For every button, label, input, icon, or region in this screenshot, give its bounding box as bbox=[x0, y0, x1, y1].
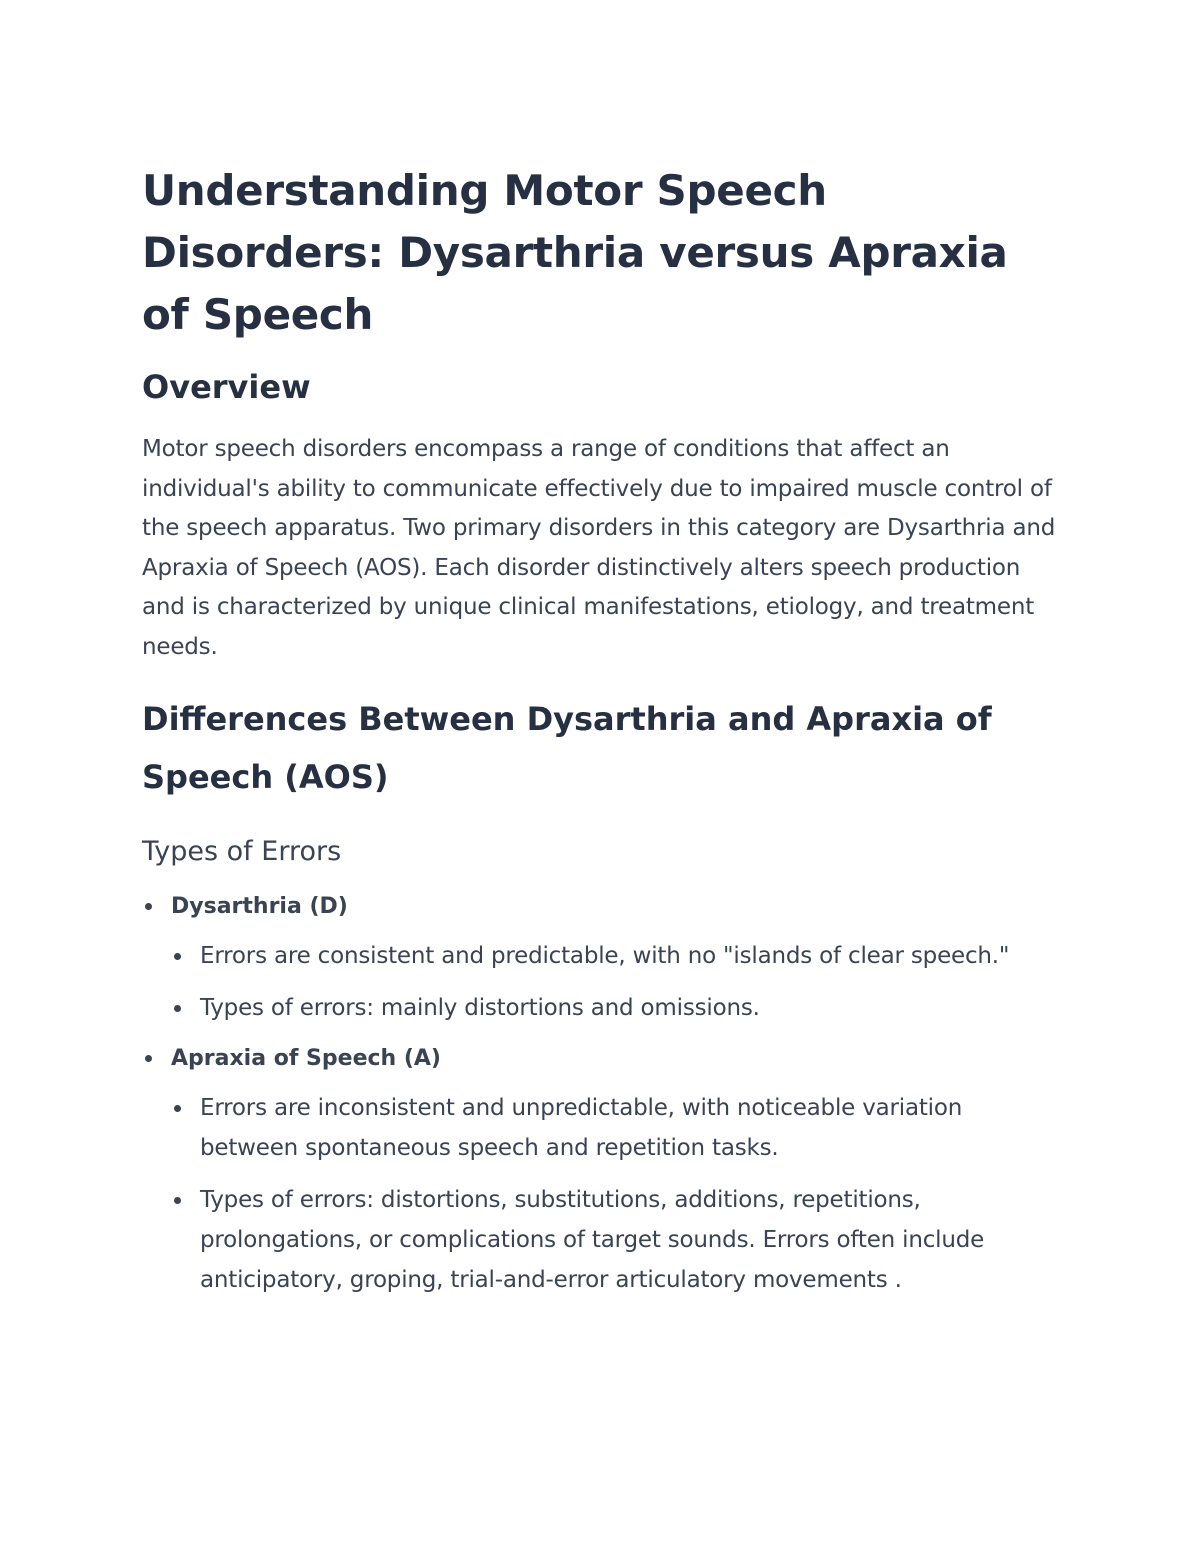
list-item-dysarthria bbox=[142, 888, 1062, 1028]
types-of-errors-heading: Types of Errors bbox=[142, 835, 342, 867]
list-item-apraxia bbox=[142, 1040, 1062, 1300]
sub-list-item-text: Types of errors: mainly distortions and omissions. bbox=[200, 994, 760, 1021]
sub-list-item bbox=[171, 988, 1062, 1028]
bullet-icon bbox=[174, 1197, 181, 1204]
bullet-icon bbox=[174, 1105, 181, 1112]
document-page bbox=[142, 160, 1062, 1312]
list-item-label: Apraxia of Speech (A) bbox=[171, 1045, 441, 1071]
bullet-icon bbox=[174, 1005, 181, 1012]
bullet-icon bbox=[145, 903, 152, 910]
bullet-icon bbox=[174, 953, 181, 960]
bullet-icon bbox=[145, 1055, 152, 1062]
sub-list-item-text: Types of errors: distortions, substitutions, additions, repetitions, prolongations, or complications of target sounds. Errors often include anticipatory, groping, trial-and-error articulatory movements . bbox=[200, 1186, 985, 1293]
overview-paragraph: Motor speech disorders encompass a range of conditions that affect an individual's ability to communicate effectively due to impaired muscle control of the speech apparatus. Two primary disorders in this category are Dysarthria and Apraxia of Speech (AOS). Each disorder distinctively alters speech production and is characterized by unique clinical manifestations, etiology, and treatment needs. bbox=[142, 436, 1056, 660]
overview-heading: Overview bbox=[142, 368, 311, 406]
list-item-label: Dysarthria (D) bbox=[171, 893, 348, 919]
sub-list-item bbox=[171, 936, 1062, 976]
differences-heading: Differences Between Dysarthria and Apraxia of Speech (AOS) bbox=[142, 699, 992, 796]
error-types-list bbox=[142, 888, 1062, 1300]
sub-list-item bbox=[171, 1180, 1062, 1300]
document-title: Understanding Motor Speech Disorders: Dysarthria versus Apraxia of Speech bbox=[142, 166, 1008, 339]
sub-list bbox=[171, 1088, 1062, 1300]
sub-list-item bbox=[171, 1088, 1062, 1168]
sub-list-item-text: Errors are consistent and predictable, with no "islands of clear speech." bbox=[200, 942, 1010, 969]
sub-list-item-text: Errors are inconsistent and unpredictable, with noticeable variation between spontaneous speech and repetition tasks. bbox=[200, 1094, 963, 1161]
sub-list bbox=[171, 936, 1062, 1028]
